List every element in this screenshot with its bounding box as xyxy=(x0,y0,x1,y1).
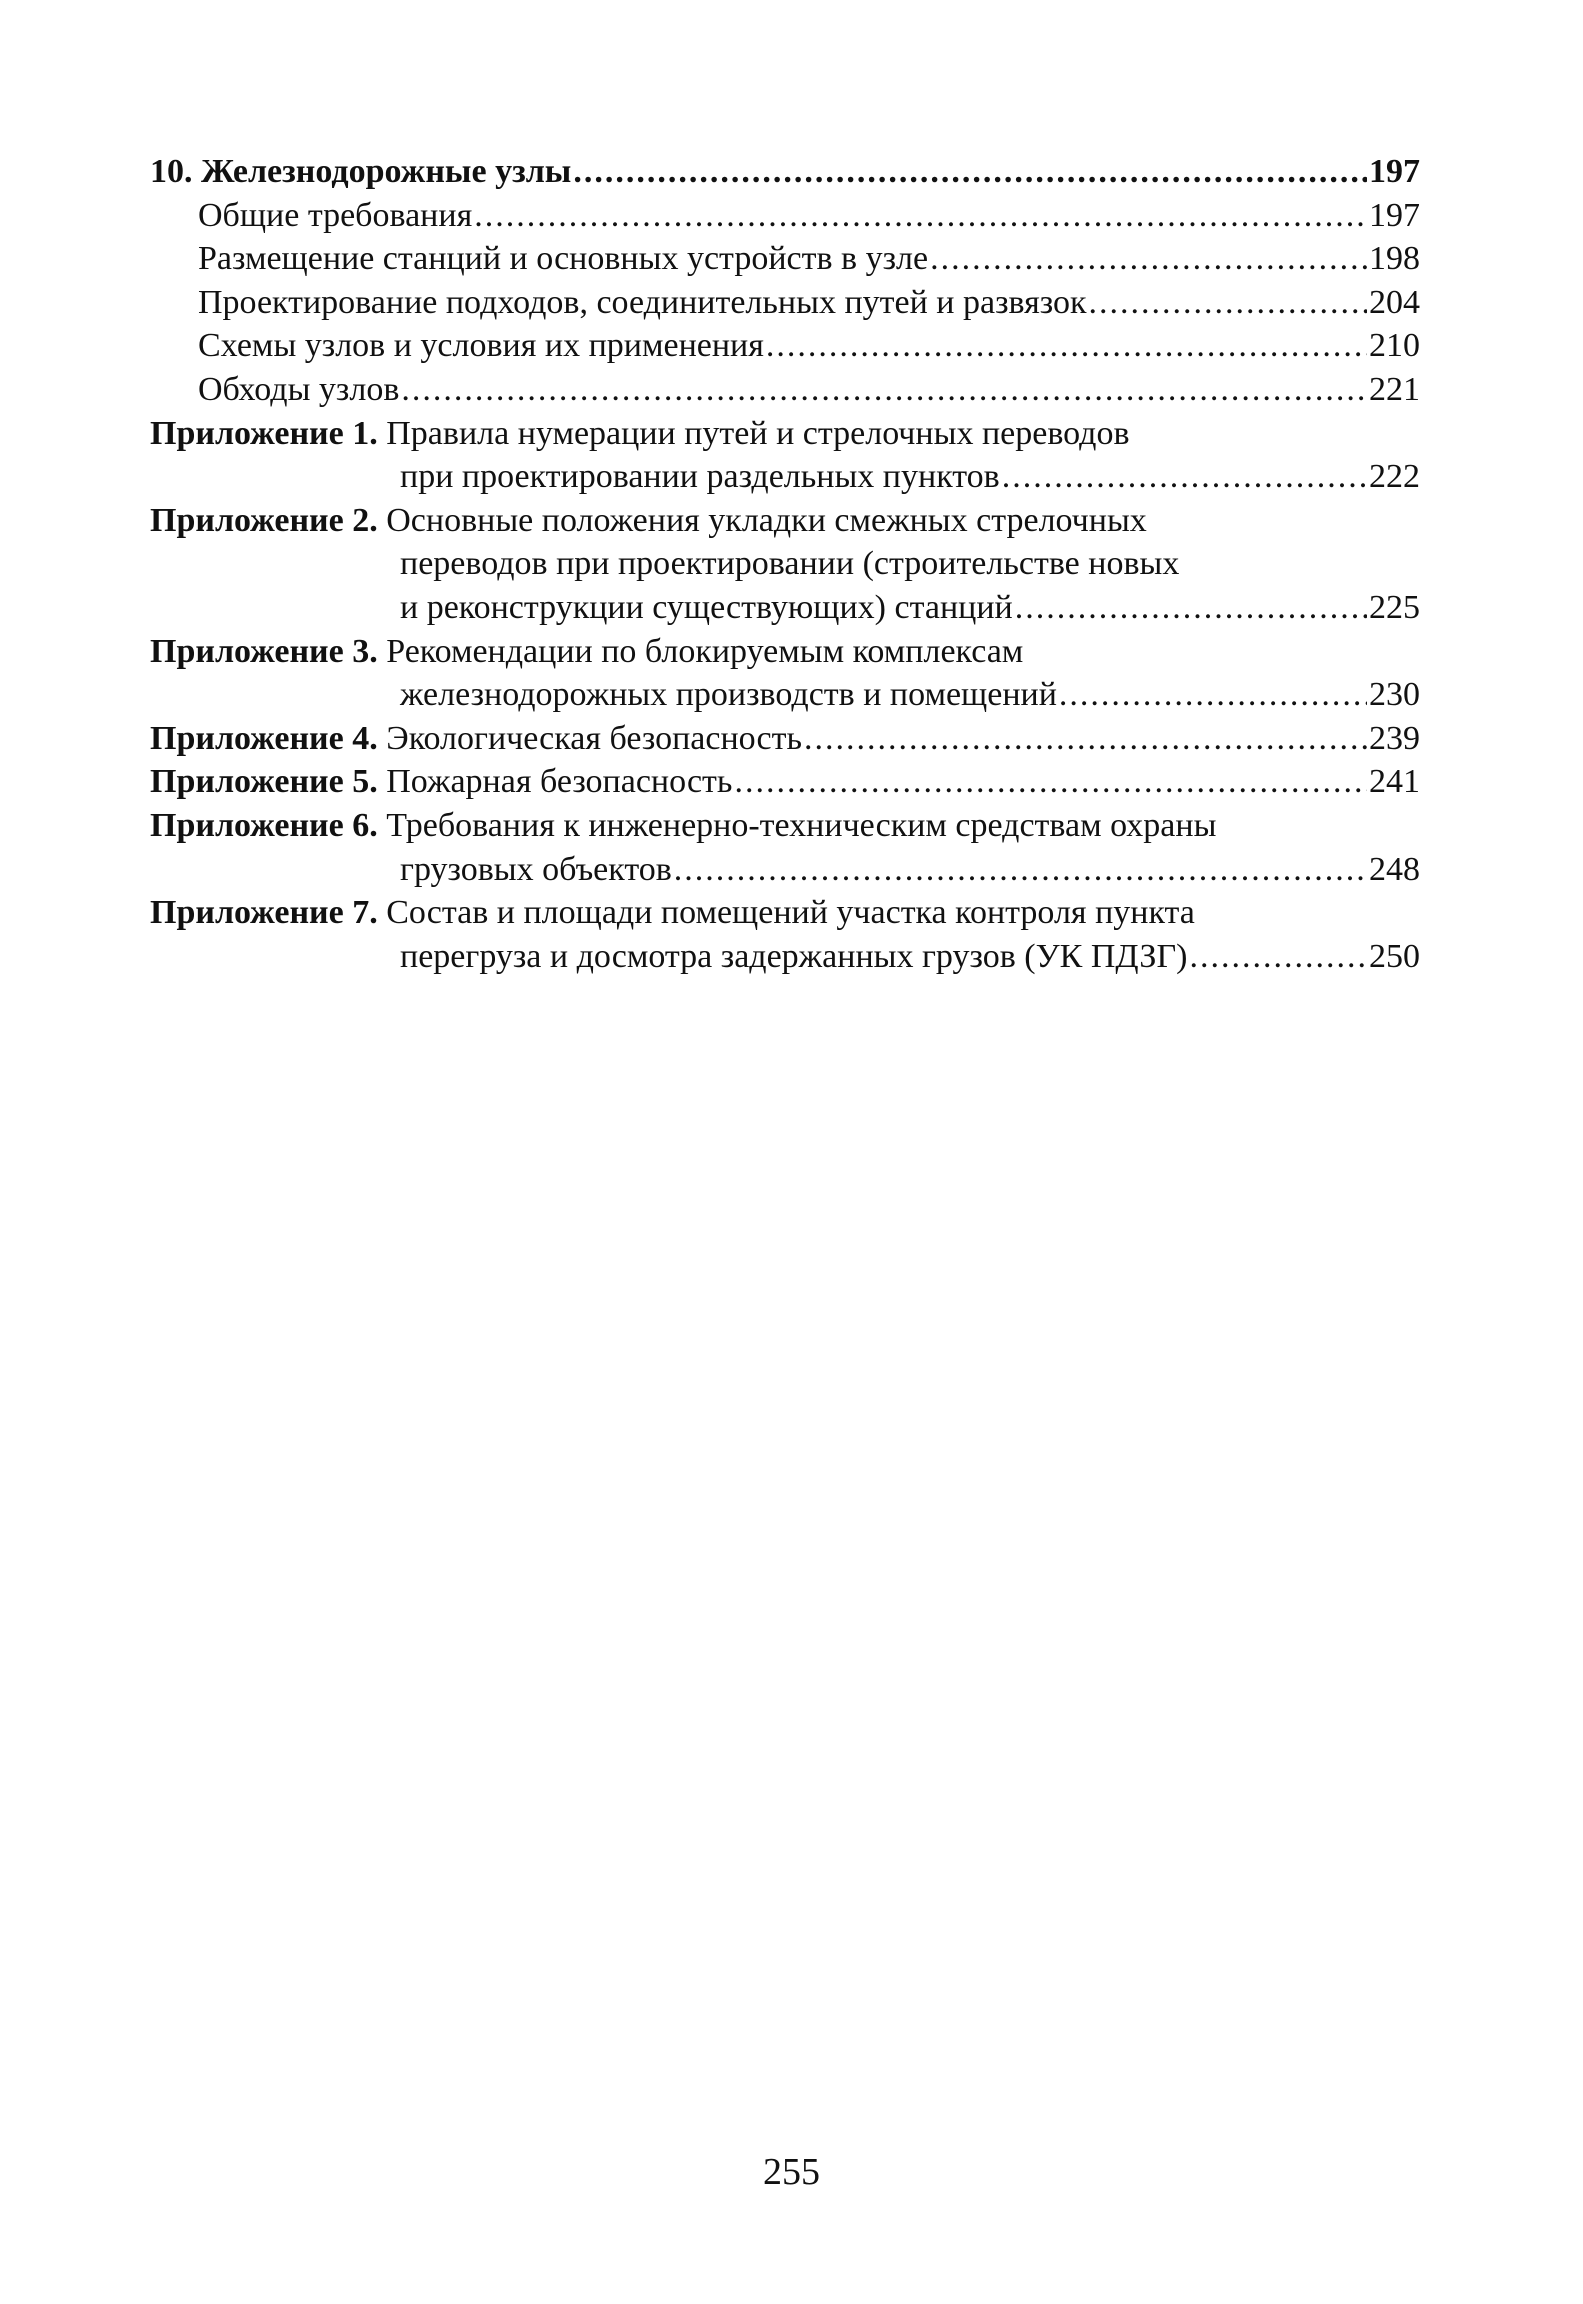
leader-dots xyxy=(804,717,1367,761)
leader-dots xyxy=(766,324,1367,368)
appendix-title-line: и реконструкции существующих) станций xyxy=(400,588,1013,626)
toc-subsection-entry xyxy=(150,281,1420,325)
appendix-title-line: Рекомендации по блокируемым комплексам xyxy=(386,632,1024,670)
appendix-label: Приложение 1. xyxy=(150,414,378,452)
toc-subsection-entry xyxy=(150,194,1420,238)
toc-appendix-3 xyxy=(150,630,1420,717)
leader-dots xyxy=(1189,935,1367,979)
subsection-title: Размещение станций и основных устройств в узле xyxy=(198,240,929,278)
page-number: 255 xyxy=(763,2151,820,2193)
appendix-page: 239 xyxy=(1369,719,1420,757)
subsection-page: 221 xyxy=(1369,370,1420,408)
appendix-line xyxy=(150,542,1420,586)
appendix-label: Приложение 2. xyxy=(150,501,378,539)
appendix-line xyxy=(150,455,1420,499)
toc-chapter-entry xyxy=(150,150,1420,194)
toc-appendix-6 xyxy=(150,804,1420,891)
appendix-line xyxy=(150,804,1420,848)
appendix-line xyxy=(150,499,1420,543)
appendix-title-line: Экологическая безопасность xyxy=(386,719,802,757)
appendix-line xyxy=(150,717,1420,761)
leader-dots xyxy=(1059,673,1367,717)
appendix-line xyxy=(150,586,1420,630)
appendix-page: 230 xyxy=(1369,676,1420,714)
appendix-title-line: Состав и площади помещений участка контроля пункта xyxy=(386,894,1195,932)
leader-dots xyxy=(401,368,1367,412)
appendix-label: Приложение 5. xyxy=(150,763,378,801)
appendix-title-line: при проектировании раздельных пунктов xyxy=(400,458,1000,496)
appendix-title-line: Основные положения укладки смежных стрелочных xyxy=(386,501,1147,539)
toc-appendix-1 xyxy=(150,412,1420,499)
appendix-title-line: переводов при проектировании (строительстве новых xyxy=(400,545,1180,583)
appendix-title-line: Правила нумерации путей и стрелочных переводов xyxy=(386,414,1130,452)
appendix-line xyxy=(150,412,1420,456)
leader-dots xyxy=(474,194,1367,238)
subsection-title: Обходы узлов xyxy=(198,370,400,408)
toc-appendix-2 xyxy=(150,499,1420,630)
leader-dots xyxy=(674,848,1367,892)
toc-subsection-entry xyxy=(150,368,1420,412)
appendix-line xyxy=(150,891,1420,935)
appendix-label: Приложение 4. xyxy=(150,719,378,757)
appendix-title-line: Требования к инженерно-техническим средствам охраны xyxy=(386,806,1217,844)
appendix-line xyxy=(150,673,1420,717)
appendix-line xyxy=(150,760,1420,804)
leader-dots xyxy=(734,760,1367,804)
appendix-title-line: железнодорожных производств и помещений xyxy=(400,676,1057,714)
appendix-title-line: грузовых объектов xyxy=(400,850,672,888)
leader-dots xyxy=(1015,586,1367,630)
appendix-page: 250 xyxy=(1369,937,1420,975)
toc-appendix-5 xyxy=(150,760,1420,804)
toc-appendix-4 xyxy=(150,717,1420,761)
leader-dots xyxy=(573,150,1367,194)
appendix-label: Приложение 3. xyxy=(150,632,378,670)
subsection-page: 198 xyxy=(1369,240,1420,278)
leader-dots xyxy=(1089,281,1368,325)
appendix-line xyxy=(150,848,1420,892)
subsection-title: Проектирование подходов, соединительных путей и развязок xyxy=(198,283,1087,321)
appendix-label: Приложение 7. xyxy=(150,894,378,932)
subsection-title: Общие требования xyxy=(198,196,473,234)
toc-appendix-7 xyxy=(150,891,1420,978)
appendix-page: 248 xyxy=(1369,850,1420,888)
leader-dots xyxy=(930,237,1367,281)
leader-dots xyxy=(1002,455,1367,499)
table-of-contents xyxy=(150,150,1420,978)
subsection-page: 204 xyxy=(1369,283,1420,321)
subsection-title: Схемы узлов и условия их применения xyxy=(198,327,764,365)
appendix-line xyxy=(150,935,1420,979)
subsection-page: 197 xyxy=(1369,196,1420,234)
chapter-page: 197 xyxy=(1369,153,1420,190)
toc-subsection-entry xyxy=(150,237,1420,281)
appendix-page: 241 xyxy=(1369,763,1420,801)
chapter-title: 10. Железнодорожные узлы xyxy=(150,153,572,190)
subsection-page: 210 xyxy=(1369,327,1420,365)
appendix-title-line: перегруза и досмотра задержанных грузов (УК ПДЗГ) xyxy=(400,937,1188,975)
appendix-line xyxy=(150,630,1420,674)
toc-subsection-entry xyxy=(150,324,1420,368)
appendix-label: Приложение 6. xyxy=(150,806,378,844)
appendix-page: 222 xyxy=(1369,458,1420,496)
appendix-title-line: Пожарная безопасность xyxy=(386,763,733,801)
appendix-page: 225 xyxy=(1369,588,1420,626)
